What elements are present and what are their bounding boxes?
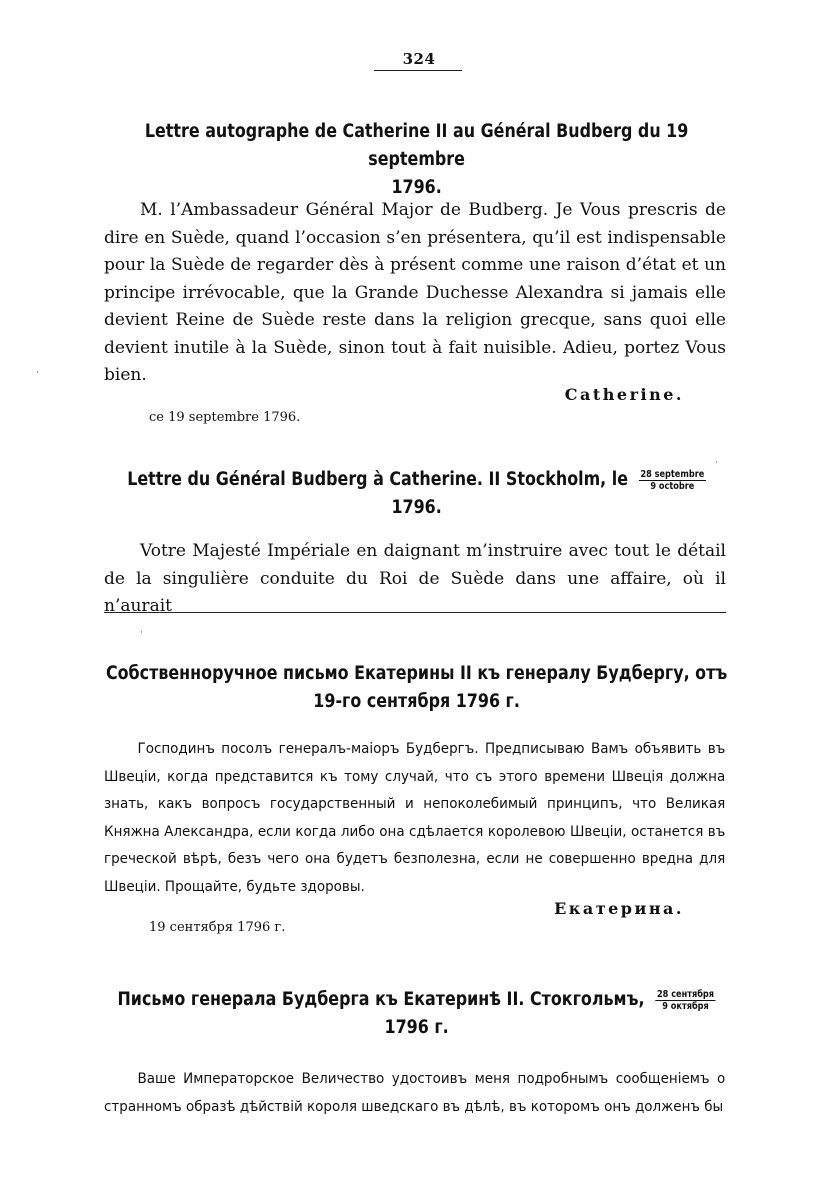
page-number-rule: [374, 70, 462, 71]
french-letter1-body: M. l’Ambassadeur Général Major de Budberg. Je Vous prescris de dire en Suède, quand l’occasion s’en présentera, qu’il est indispensable pour la Suède de regarder dès à présent comme une raison d’état et un principe irrévocable, que la Grande Duchesse Alexandra si jamais elle devient Reine de Suède reste dans la religion grecque, sans quoi elle devient inutile à la Suède, sinon tout à fait nuisible. Adieu, portez Vous bien.: [104, 200, 726, 385]
scan-speck: ·: [140, 628, 143, 638]
russian-letter2-heading-line1: [104, 986, 729, 1014]
russian-letter2-body: Ваше Императорское Величество удостоивъ меня подробнымъ сообщеніемъ о странномъ образѣ дѣйствій короля шведскаго въ дѣлѣ, въ которомъ онъ долженъ бы: [104, 1071, 726, 1115]
russian-letter1-heading-line2: 19-го сентября 1796 г.: [313, 691, 520, 712]
russian-letter2-date-numerator: 28 сентября: [656, 988, 715, 1000]
russian-letter1-heading-line1: Собственноручное письмо Екатерины II къ генералу Будбергу, отъ: [105, 663, 728, 684]
scan-speck: ·: [36, 368, 39, 378]
french-letter2-date-fraction: [639, 469, 706, 492]
french-letter2-heading-line2: 1796.: [391, 497, 442, 518]
section-divider: [104, 612, 726, 613]
french-letter2-heading-line1: [104, 466, 729, 494]
french-letter2-body: Votre Majesté Impériale en daignant m’instruire avec tout le détail de la singulière conduite du Roi de Suède dans une affaire, où il n’aurait: [104, 541, 726, 616]
french-letter1-heading-line1: Lettre autographe de Catherine II au Général Budberg du 19 septembre: [144, 121, 689, 170]
page-number: 324: [402, 50, 436, 68]
russian-letter2-heading-main: Письмо генерала Будберга къ Екатеринѣ II. Стокгольмъ,: [117, 989, 645, 1010]
french-letter2-heading-main: Lettre du Général Budberg à Catherine. II Stockholm, le: [127, 469, 629, 490]
french-letter2-date-numerator: 28 septembre: [640, 468, 705, 480]
russian-letter1-date: 19 сентября 1796 г.: [149, 920, 286, 935]
french-letter1-heading: [104, 118, 729, 202]
french-letter2-heading: [104, 466, 729, 522]
russian-letter2-date-fraction: [655, 989, 715, 1012]
russian-letter2-date-denominator: 9 октября: [662, 1000, 709, 1012]
russian-letter1-body: Господинъ посолъ генералъ-маіоръ Будбергъ. Предписываю Вамъ объявить въ Швеціи, когда представится къ тому случай, что съ этого времени Швеція должна знать, какъ вопросъ государственный и непоколебимый принципъ, что Великая Княжна Александра, если когда либо она сдѣлается королевою Швеціи, останется въ греческой вѣрѣ, безъ чего она будетъ безполезна, если не совершенно вредна для Швеціи. Прощайте, будьте здоровы.: [104, 741, 726, 895]
french-letter1-signature: Catherine.: [564, 385, 684, 404]
french-letter1-date: ce 19 septembre 1796.: [149, 410, 301, 425]
french-letter2-date-denominator: 9 octobre: [650, 480, 695, 492]
russian-letter1-heading: [104, 660, 729, 716]
russian-letter1-signature: Екатерина.: [554, 899, 684, 918]
scan-speck: ·: [715, 458, 718, 468]
russian-letter2-heading: [104, 986, 729, 1042]
russian-letter2-heading-line2: 1796 г.: [384, 1017, 449, 1038]
french-letter1-heading-line2: 1796.: [391, 177, 442, 198]
